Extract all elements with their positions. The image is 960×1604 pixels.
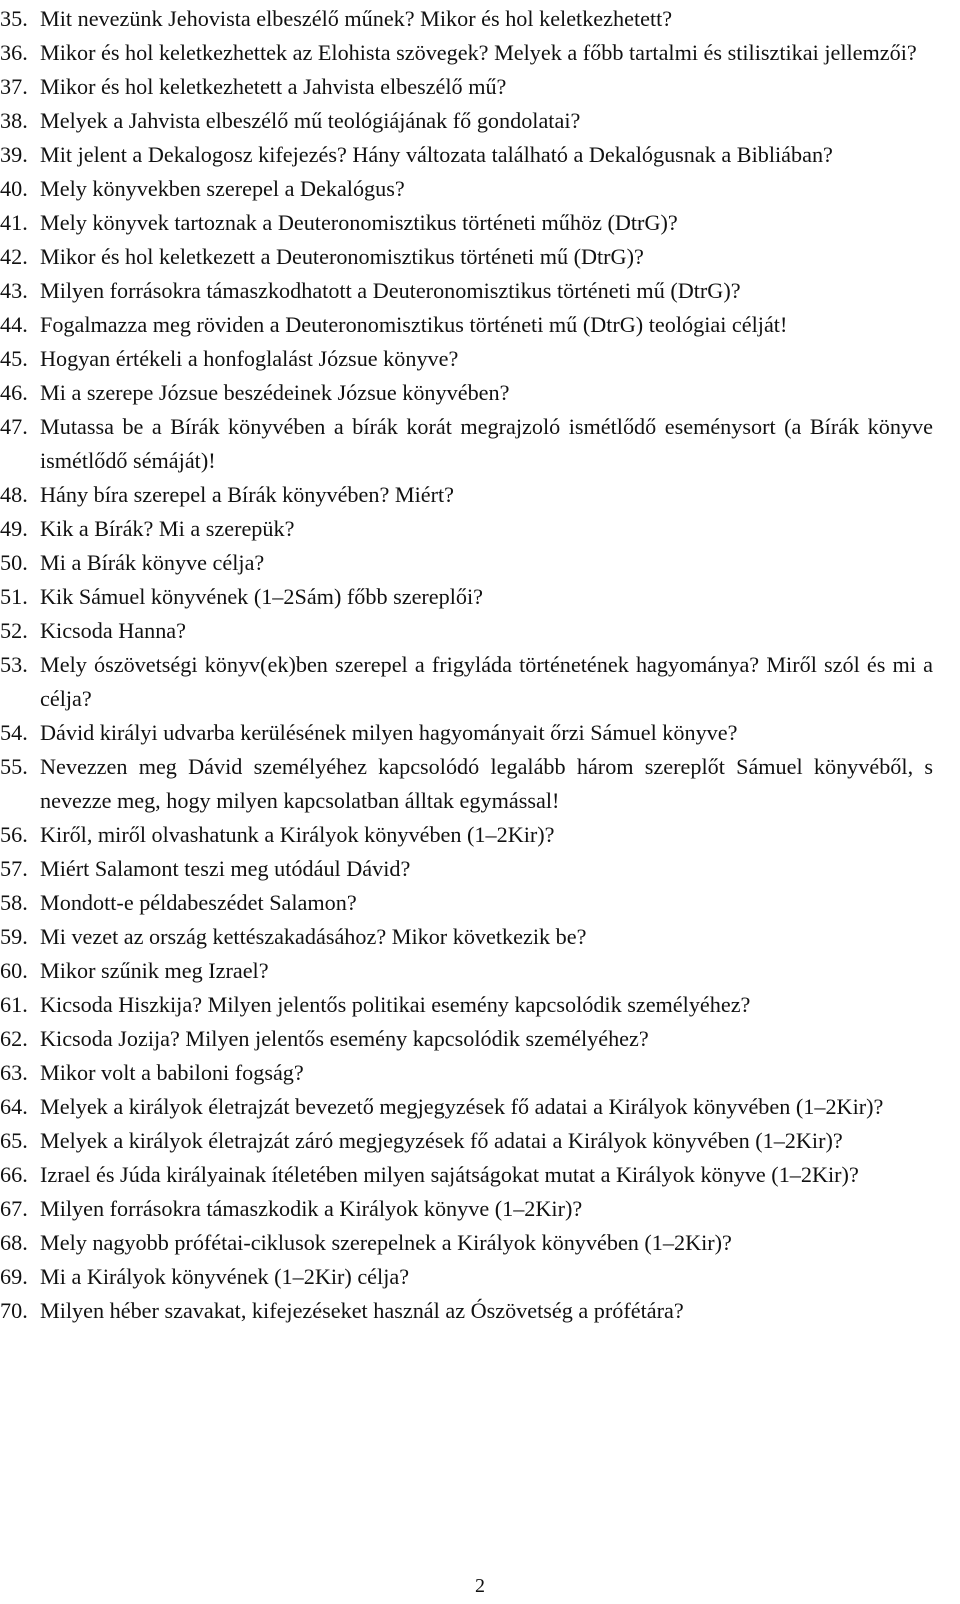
question-number: 62. [0, 1026, 28, 1051]
question-text: Mi a Bírák könyve célja? [40, 550, 265, 575]
question-number: 56. [0, 822, 28, 847]
question-number: 52. [0, 618, 28, 643]
question-number: 70. [0, 1298, 28, 1323]
question-number: 61. [0, 992, 28, 1017]
question-item [0, 410, 933, 478]
question-item [0, 886, 933, 920]
question-number: 59. [0, 924, 28, 949]
question-number: 66. [0, 1162, 28, 1187]
question-item [0, 342, 933, 376]
question-text: Hány bíra szerepel a Bírák könyvében? Miért? [40, 482, 454, 507]
question-number: 47. [0, 414, 28, 439]
question-number: 49. [0, 516, 28, 541]
question-text: Mondott-e példabeszédet Salamon? [40, 890, 357, 915]
question-number: 68. [0, 1230, 28, 1255]
question-item [0, 716, 933, 750]
question-number: 44. [0, 312, 28, 337]
question-item [0, 988, 933, 1022]
question-item [0, 70, 933, 104]
question-text: Nevezzen meg Dávid személyéhez kapcsolódó legalább három szereplőt Sámuel könyvéből, s nevezze meg, hogy milyen kapcsolatban álltak egymással! [40, 754, 933, 813]
question-number: 45. [0, 346, 28, 371]
question-text: Mely nagyobb prófétai-ciklusok szerepelnek a Királyok könyvében (1–2Kir)? [40, 1230, 732, 1255]
question-item [0, 852, 933, 886]
question-item [0, 1158, 933, 1192]
question-item [0, 104, 933, 138]
question-number: 39. [0, 142, 28, 167]
question-text: Izrael és Júda királyainak ítéletében milyen sajátságokat mutat a Királyok könyve (1–2Kir)? [40, 1162, 859, 1187]
question-text: Mi a szerepe Józsue beszédeinek Józsue könyvében? [40, 380, 510, 405]
question-number: 53. [0, 652, 28, 677]
question-text: Fogalmazza meg röviden a Deuteronomisztikus történeti mű (DtrG) teológiai célját! [40, 312, 788, 337]
question-text: Mikor és hol keletkezhetett a Jahvista elbeszélő mű? [40, 74, 507, 99]
question-item [0, 36, 933, 70]
question-list [0, 2, 960, 1328]
question-item [0, 580, 933, 614]
question-number: 63. [0, 1060, 28, 1085]
question-number: 43. [0, 278, 28, 303]
question-item [0, 648, 933, 716]
question-text: Dávid királyi udvarba kerülésének milyen hagyományait őrzi Sámuel könyve? [40, 720, 738, 745]
question-number: 48. [0, 482, 28, 507]
question-item [0, 478, 933, 512]
question-text: Mely könyvekben szerepel a Dekalógus? [40, 176, 405, 201]
question-item [0, 308, 933, 342]
question-text: Kiről, miről olvashatunk a Királyok könyvében (1–2Kir)? [40, 822, 555, 847]
question-number: 37. [0, 74, 28, 99]
question-number: 46. [0, 380, 28, 405]
question-number: 65. [0, 1128, 28, 1153]
question-text: Milyen forrásokra támaszkodhatott a Deuteronomisztikus történeti mű (DtrG)? [40, 278, 741, 303]
question-text: Milyen héber szavakat, kifejezéseket használ az Ószövetség a prófétára? [40, 1298, 684, 1323]
question-number: 41. [0, 210, 28, 235]
question-item [0, 1192, 933, 1226]
question-item [0, 818, 933, 852]
question-number: 38. [0, 108, 28, 133]
question-text: Mikor szűnik meg Izrael? [40, 958, 269, 983]
question-text: Melyek a királyok életrajzát bevezető megjegyzések fő adatai a Királyok könyvében (1–2Kir)? [40, 1094, 884, 1119]
page-number: 2 [475, 1575, 485, 1597]
question-number: 40. [0, 176, 28, 201]
question-item [0, 920, 933, 954]
question-number: 54. [0, 720, 28, 745]
question-item [0, 1294, 933, 1328]
question-item [0, 172, 933, 206]
question-text: Mikor és hol keletkezhettek az Elohista szövegek? Melyek a főbb tartalmi és stilisztikai jellemzői? [40, 40, 917, 65]
question-text: Melyek a Jahvista elbeszélő mű teológiájának fő gondolatai? [40, 108, 581, 133]
question-number: 67. [0, 1196, 28, 1221]
question-text: Mely ószövetségi könyv(ek)ben szerepel a frigyláda történetének hagyománya? Miről szól és mi a célja? [40, 652, 933, 711]
question-text: Kicsoda Jozija? Milyen jelentős esemény kapcsolódik személyéhez? [40, 1026, 649, 1051]
question-item [0, 1022, 933, 1056]
question-number: 51. [0, 584, 28, 609]
question-text: Melyek a királyok életrajzát záró megjegyzések fő adatai a Királyok könyvében (1–2Kir)? [40, 1128, 843, 1153]
question-text: Mikor volt a babiloni fogság? [40, 1060, 304, 1085]
question-text: Mutassa be a Bírák könyvében a bírák korát megrajzoló ismétlődő eseménysort (a Bírák könyve ismétlődő sémáját)! [40, 414, 933, 473]
question-text: Kicsoda Hiszkija? Milyen jelentős politikai esemény kapcsolódik személyéhez? [40, 992, 751, 1017]
question-number: 35. [0, 6, 28, 31]
question-item [0, 614, 933, 648]
question-item [0, 750, 933, 818]
question-text: Kik a Bírák? Mi a szerepük? [40, 516, 295, 541]
question-number: 36. [0, 40, 28, 65]
question-item [0, 1056, 933, 1090]
question-text: Mely könyvek tartoznak a Deuteronomisztikus történeti műhöz (DtrG)? [40, 210, 678, 235]
question-number: 60. [0, 958, 28, 983]
question-item [0, 1226, 933, 1260]
question-number: 55. [0, 754, 28, 779]
question-text: Mit jelent a Dekalogosz kifejezés? Hány változata található a Dekalógusnak a Bibliában? [40, 142, 833, 167]
question-text: Mit nevezünk Jehovista elbeszélő műnek? Mikor és hol keletkezhetett? [40, 6, 673, 31]
question-number: 69. [0, 1264, 28, 1289]
question-text: Miért Salamont teszi meg utódául Dávid? [40, 856, 411, 881]
question-item [0, 376, 933, 410]
question-number: 57. [0, 856, 28, 881]
question-item [0, 1260, 933, 1294]
question-item [0, 512, 933, 546]
question-item [0, 240, 933, 274]
question-number: 64. [0, 1094, 28, 1119]
question-number: 42. [0, 244, 28, 269]
question-text: Mi vezet az ország kettészakadásához? Mikor következik be? [40, 924, 587, 949]
question-text: Kicsoda Hanna? [40, 618, 187, 643]
question-item [0, 2, 933, 36]
question-item [0, 206, 933, 240]
question-item [0, 546, 933, 580]
question-number: 50. [0, 550, 28, 575]
question-text: Hogyan értékeli a honfoglalást Józsue könyve? [40, 346, 459, 371]
question-item [0, 954, 933, 988]
question-text: Mi a Királyok könyvének (1–2Kir) célja? [40, 1264, 410, 1289]
question-text: Mikor és hol keletkezett a Deuteronomisztikus történeti mű (DtrG)? [40, 244, 644, 269]
question-item [0, 1090, 933, 1124]
question-item [0, 1124, 933, 1158]
question-item [0, 274, 933, 308]
question-text: Milyen forrásokra támaszkodik a Királyok könyve (1–2Kir)? [40, 1196, 583, 1221]
question-item [0, 138, 933, 172]
question-text: Kik Sámuel könyvének (1–2Sám) főbb szereplői? [40, 584, 484, 609]
question-number: 58. [0, 890, 28, 915]
